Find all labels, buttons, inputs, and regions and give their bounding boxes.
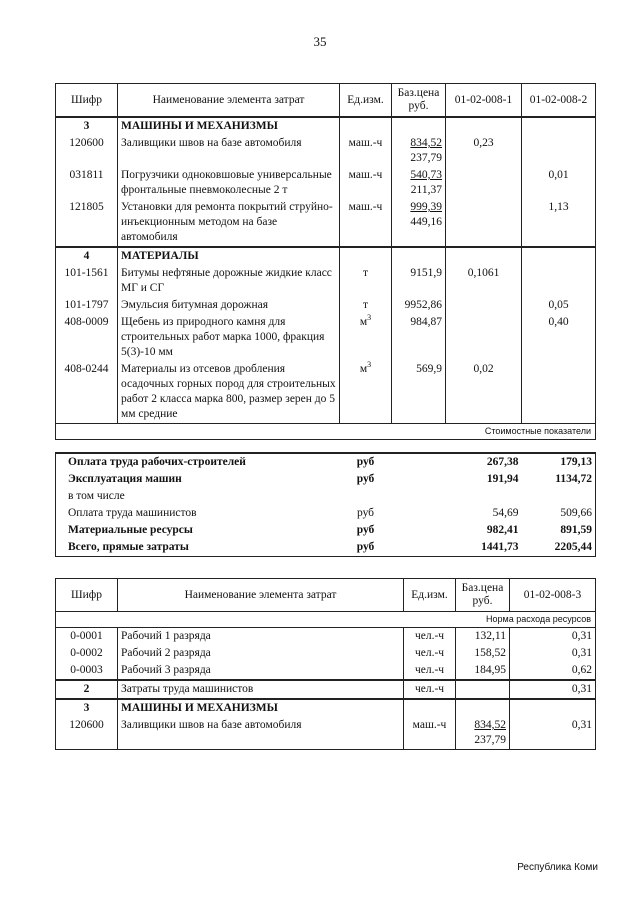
header-name: Наименование элемента затрат <box>118 579 404 612</box>
summary-value-2: 509,66 <box>560 507 592 519</box>
row-name: Щебень из природного камня для строительных работ марка 1000, фракция 5(3)-10 мм <box>118 314 340 361</box>
section-row <box>56 247 596 265</box>
table-header-row <box>56 579 596 612</box>
section-number: 3 <box>56 117 118 135</box>
summary-value-1: 191,94 <box>486 473 519 485</box>
summary-value-1: 1441,73 <box>481 541 519 553</box>
section-number: 3 <box>56 699 118 717</box>
row-name: Эмульсия битумная дорожная <box>118 297 340 314</box>
row-price: 184,95 <box>456 662 510 680</box>
row-price: 834,52 237,79 <box>392 135 446 167</box>
row-unit: т <box>340 297 392 314</box>
section-title: МАШИНЫ И МЕХАНИЗМЫ <box>118 699 404 717</box>
table-header-row <box>56 84 596 118</box>
row-value-1: 0,02 <box>446 361 522 424</box>
row-value-1: 0,23 <box>446 135 522 167</box>
header-col2: 01-02-008-2 <box>522 84 596 118</box>
summary-value-1: 54,69 <box>492 507 519 519</box>
row-value-1 <box>446 199 522 247</box>
section-title: МАТЕРИАЛЫ <box>118 247 340 265</box>
section-row <box>56 699 596 717</box>
row-code: 408-0244 <box>56 361 118 424</box>
row-code: 101-1797 <box>56 297 118 314</box>
table-row <box>56 361 596 424</box>
table-row <box>56 297 596 314</box>
summary-row <box>56 522 596 539</box>
row-name: Установки для ремонта покрытий струйно-инъекционным методом на базе автомобиля <box>118 199 340 247</box>
row-price: 158,52 <box>456 645 510 662</box>
row-unit: т <box>340 265 392 297</box>
row-price: 540,73 211,37 <box>392 167 446 199</box>
row-code: 0-0002 <box>56 645 118 662</box>
row-value-1: 0,31 <box>510 628 596 646</box>
cost-indicators-subheader: Стоимостные показатели <box>56 424 596 440</box>
header-price: Баз.цена руб. <box>456 579 510 612</box>
row-value-1: 0,31 <box>510 680 596 699</box>
summary-value-2: 2205,44 <box>554 541 592 553</box>
summary-unit: руб <box>356 456 375 468</box>
row-unit: чел.-ч <box>404 680 456 699</box>
summary-value-1: 267,38 <box>486 456 519 468</box>
row-code: 101-1561 <box>56 265 118 297</box>
section-row <box>56 117 596 135</box>
row-value-1 <box>446 167 522 199</box>
header-col1: 01-02-008-3 <box>510 579 596 612</box>
row-code: 0-0003 <box>56 662 118 680</box>
row-name: Битумы нефтяные дорожные жидкие класс МГ и СГ <box>118 265 340 297</box>
table-row <box>56 167 596 199</box>
summary-label: Материальные ресурсы <box>68 524 193 536</box>
row-price: 9151,9 <box>392 265 446 297</box>
norm-subheader: Норма расхода ресурсов <box>56 612 596 628</box>
row-value-2 <box>522 265 596 297</box>
summary-value-2: 1134,72 <box>555 473 592 485</box>
row-price: 834,52 237,79 <box>456 717 510 750</box>
summary-label: Оплата труда машинистов <box>68 507 197 519</box>
cost-summary <box>55 452 596 557</box>
row-code: 120600 <box>56 717 118 750</box>
table-row <box>56 265 596 297</box>
summary-row <box>56 505 596 522</box>
row-unit: $м^3$ <box>340 314 392 361</box>
row-name: Рабочий 1 разряда <box>118 628 404 646</box>
table-row <box>56 628 596 646</box>
table-row <box>56 645 596 662</box>
row-price: 9952,86 <box>392 297 446 314</box>
summary-label: Всего, прямые затраты <box>68 541 189 553</box>
row-code: 120600 <box>56 135 118 167</box>
row-unit: чел.-ч <box>404 662 456 680</box>
row-unit: чел.-ч <box>404 628 456 646</box>
row-unit: маш.-ч <box>340 199 392 247</box>
row-value-1: 0,31 <box>510 717 596 750</box>
row-value-1: 0,1061 <box>446 265 522 297</box>
row-name: Заливщики швов на базе автомобиля <box>118 135 340 167</box>
table-row <box>56 314 596 361</box>
header-unit: Ед.изм. <box>340 84 392 118</box>
summary-unit: руб <box>356 541 375 553</box>
summary-label: в том числе <box>68 490 125 502</box>
row-unit: чел.-ч <box>404 645 456 662</box>
row-value-1 <box>446 314 522 361</box>
summary-unit: руб <box>356 507 375 519</box>
row-value-2: 0,01 <box>522 167 596 199</box>
summary-row <box>56 539 596 557</box>
header-price: Баз.цена руб. <box>392 84 446 118</box>
row-value-2: 0,40 <box>522 314 596 361</box>
row-price: 569,9 <box>392 361 446 424</box>
resource-table-1 <box>55 83 596 440</box>
table-row <box>56 135 596 167</box>
row-value-1: 0,62 <box>510 662 596 680</box>
summary-row <box>56 471 596 488</box>
header-unit: Ед.изм. <box>404 579 456 612</box>
summary-label: Эксплуатация машин <box>68 473 182 485</box>
summary-value-2: 179,13 <box>560 456 592 468</box>
row-name: Погрузчики одноковшовые универсальные фронтальные пневмоколесные 2 т <box>118 167 340 199</box>
section-number: 2 <box>56 680 118 699</box>
summary-value-2: 891,59 <box>560 524 592 536</box>
row-name: Заливщики швов на базе автомобиля <box>118 717 404 750</box>
table-row <box>56 717 596 750</box>
page-number: 35 <box>313 34 327 49</box>
row-value-1 <box>446 297 522 314</box>
row-price: 132,11 <box>456 628 510 646</box>
row-value-2: 1,13 <box>522 199 596 247</box>
resource-table-2 <box>55 578 596 750</box>
summary-row <box>56 453 596 471</box>
row-price: 984,87 <box>392 314 446 361</box>
header-col1: 01-02-008-1 <box>446 84 522 118</box>
summary-unit: руб <box>356 473 375 485</box>
row-value-1: 0,31 <box>510 645 596 662</box>
row-unit: маш.-ч <box>340 167 392 199</box>
row-price: 999,39 449,16 <box>392 199 446 247</box>
section-number: 4 <box>56 247 118 265</box>
table-row <box>56 662 596 680</box>
row-value-2 <box>522 135 596 167</box>
section-row <box>56 680 596 699</box>
row-value-2: 0,05 <box>522 297 596 314</box>
summary-label: Оплата труда рабочих-строителей <box>68 456 246 468</box>
row-name: Рабочий 3 разряда <box>118 662 404 680</box>
row-name: Рабочий 2 разряда <box>118 645 404 662</box>
header-name: Наименование элемента затрат <box>118 84 340 118</box>
header-code: Шифр <box>56 579 118 612</box>
row-unit: маш.-ч <box>340 135 392 167</box>
summary-unit: руб <box>356 524 375 536</box>
table-row <box>56 199 596 247</box>
summary-row <box>56 488 596 505</box>
header-code: Шифр <box>56 84 118 118</box>
section-title: Затраты труда машинистов <box>118 680 404 699</box>
row-code: 408-0009 <box>56 314 118 361</box>
section-title: МАШИНЫ И МЕХАНИЗМЫ <box>118 117 340 135</box>
summary-value-1: 982,41 <box>486 524 519 536</box>
row-code: 121805 <box>56 199 118 247</box>
footer-region: Республика Коми <box>517 862 598 873</box>
row-code: 0-0001 <box>56 628 118 646</box>
row-value-2 <box>522 361 596 424</box>
row-unit: $м^3$ <box>340 361 392 424</box>
row-unit: маш.-ч <box>404 717 456 750</box>
row-name: Материалы из отсевов дробления осадочных горных пород для строительных работ 2 класса марка 800, размер зерен до 5 мм средние <box>118 361 340 424</box>
row-code: 031811 <box>56 167 118 199</box>
